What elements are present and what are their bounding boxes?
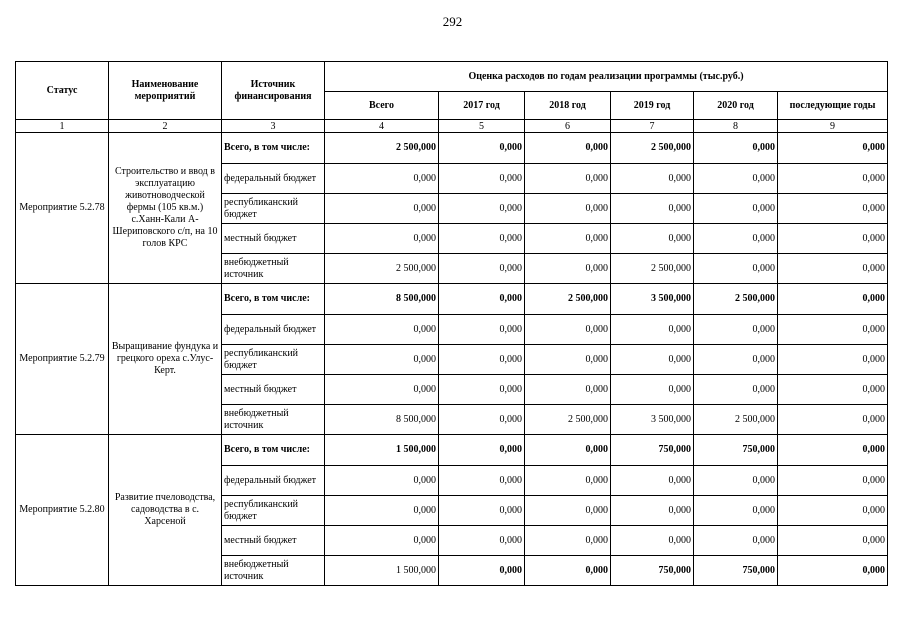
- amount-cell: 0,000: [525, 194, 611, 224]
- amount-cell: 0,000: [325, 164, 439, 194]
- column-number: 8: [694, 120, 778, 133]
- amount-cell: 0,000: [694, 345, 778, 375]
- amount-cell: 0,000: [778, 345, 888, 375]
- amount-cell: 750,000: [694, 556, 778, 586]
- amount-cell: 0,000: [778, 254, 888, 284]
- amount-cell: 0,000: [439, 435, 525, 466]
- amount-cell: 0,000: [778, 315, 888, 345]
- header-year: Всего: [325, 92, 439, 120]
- column-number: 9: [778, 120, 888, 133]
- amount-cell: 0,000: [525, 526, 611, 556]
- amount-cell: 2 500,000: [611, 133, 694, 164]
- amount-cell: 750,000: [611, 435, 694, 466]
- header-year: последующие годы: [778, 92, 888, 120]
- amount-cell: 0,000: [439, 375, 525, 405]
- event-name: Развитие пчеловодства, садоводства в с. Харсеной: [109, 435, 222, 586]
- column-number: 3: [222, 120, 325, 133]
- amount-cell: 0,000: [778, 375, 888, 405]
- page-number: 292: [442, 14, 463, 29]
- funding-source: внебюджетный источник: [222, 254, 325, 284]
- amount-cell: 750,000: [694, 435, 778, 466]
- amount-cell: 0,000: [611, 466, 694, 496]
- amount-cell: 0,000: [694, 224, 778, 254]
- amount-cell: 0,000: [694, 254, 778, 284]
- amount-cell: 0,000: [325, 496, 439, 526]
- amount-cell: 0,000: [778, 405, 888, 435]
- header-year: 2018 год: [525, 92, 611, 120]
- event-status: Мероприятие 5.2.78: [16, 133, 109, 284]
- funding-source: Всего, в том числе:: [222, 133, 325, 164]
- event-name: Строительство и ввод в эксплуатацию животноводческой фермы (105 кв.м.) с.Ханн-Кали А-Шериповского с/п, на 10 голов КРС: [109, 133, 222, 284]
- amount-cell: 0,000: [439, 164, 525, 194]
- amount-cell: 0,000: [611, 315, 694, 345]
- event-status: Мероприятие 5.2.80: [16, 435, 109, 586]
- column-number: 7: [611, 120, 694, 133]
- amount-cell: 0,000: [325, 224, 439, 254]
- amount-cell: 0,000: [778, 224, 888, 254]
- amount-cell: 0,000: [439, 194, 525, 224]
- amount-cell: 0,000: [778, 194, 888, 224]
- amount-cell: 0,000: [525, 315, 611, 345]
- header-year: 2020 год: [694, 92, 778, 120]
- funding-source: местный бюджет: [222, 375, 325, 405]
- funding-source: Всего, в том числе:: [222, 284, 325, 315]
- amount-cell: 0,000: [611, 375, 694, 405]
- budget-table: [15, 61, 888, 586]
- amount-cell: 2 500,000: [694, 284, 778, 315]
- column-number: 5: [439, 120, 525, 133]
- amount-cell: 0,000: [694, 164, 778, 194]
- amount-cell: 0,000: [525, 556, 611, 586]
- amount-cell: 3 500,000: [611, 405, 694, 435]
- amount-cell: 0,000: [439, 133, 525, 164]
- amount-cell: 0,000: [325, 375, 439, 405]
- header-year: 2017 год: [439, 92, 525, 120]
- header-status: Статус: [16, 62, 109, 120]
- amount-cell: 0,000: [778, 435, 888, 466]
- amount-cell: 0,000: [694, 496, 778, 526]
- funding-source: Всего, в том числе:: [222, 435, 325, 466]
- table-row: [16, 284, 888, 315]
- amount-cell: 0,000: [611, 164, 694, 194]
- amount-cell: 0,000: [694, 194, 778, 224]
- amount-cell: 1 500,000: [325, 556, 439, 586]
- amount-cell: 0,000: [778, 496, 888, 526]
- amount-cell: 0,000: [439, 526, 525, 556]
- table-row: [16, 133, 888, 164]
- amount-cell: 0,000: [325, 466, 439, 496]
- header-name: Наименование мероприятий: [109, 62, 222, 120]
- amount-cell: 0,000: [694, 133, 778, 164]
- header-year: 2019 год: [611, 92, 694, 120]
- amount-cell: 0,000: [611, 194, 694, 224]
- amount-cell: 1 500,000: [325, 435, 439, 466]
- amount-cell: 2 500,000: [325, 254, 439, 284]
- amount-cell: 0,000: [525, 164, 611, 194]
- funding-source: республиканский бюджет: [222, 194, 325, 224]
- amount-cell: 0,000: [525, 254, 611, 284]
- amount-cell: 0,000: [439, 466, 525, 496]
- amount-cell: 2 500,000: [525, 284, 611, 315]
- amount-cell: 0,000: [325, 315, 439, 345]
- amount-cell: 3 500,000: [611, 284, 694, 315]
- amount-cell: 0,000: [778, 556, 888, 586]
- amount-cell: 0,000: [778, 133, 888, 164]
- event-name: Выращивание фундука и грецкого ореха с.Улус-Керт.: [109, 284, 222, 435]
- funding-source: республиканский бюджет: [222, 496, 325, 526]
- amount-cell: 0,000: [525, 133, 611, 164]
- amount-cell: 0,000: [778, 164, 888, 194]
- amount-cell: 0,000: [439, 224, 525, 254]
- funding-source: внебюджетный источник: [222, 405, 325, 435]
- amount-cell: 2 500,000: [325, 133, 439, 164]
- amount-cell: 0,000: [694, 375, 778, 405]
- amount-cell: 0,000: [694, 526, 778, 556]
- event-status: Мероприятие 5.2.79: [16, 284, 109, 435]
- funding-source: республиканский бюджет: [222, 345, 325, 375]
- amount-cell: 0,000: [439, 254, 525, 284]
- amount-cell: 0,000: [325, 526, 439, 556]
- funding-source: местный бюджет: [222, 224, 325, 254]
- amount-cell: 0,000: [778, 466, 888, 496]
- amount-cell: 0,000: [611, 526, 694, 556]
- funding-source: местный бюджет: [222, 526, 325, 556]
- amount-cell: 0,000: [439, 315, 525, 345]
- amount-cell: 0,000: [611, 345, 694, 375]
- amount-cell: 0,000: [778, 284, 888, 315]
- amount-cell: 0,000: [439, 284, 525, 315]
- amount-cell: 0,000: [325, 194, 439, 224]
- amount-cell: 2 500,000: [694, 405, 778, 435]
- column-number-row: [16, 120, 888, 133]
- amount-cell: 0,000: [439, 345, 525, 375]
- funding-source: федеральный бюджет: [222, 466, 325, 496]
- header-estimate: Оценка расходов по годам реализации программы (тыс.руб.): [325, 62, 888, 92]
- amount-cell: 2 500,000: [525, 405, 611, 435]
- amount-cell: 0,000: [439, 496, 525, 526]
- funding-source: федеральный бюджет: [222, 164, 325, 194]
- column-number: 2: [109, 120, 222, 133]
- amount-cell: 0,000: [525, 224, 611, 254]
- column-number: 4: [325, 120, 439, 133]
- funding-source: внебюджетный источник: [222, 556, 325, 586]
- amount-cell: 0,000: [525, 345, 611, 375]
- amount-cell: 0,000: [439, 405, 525, 435]
- header-source: Источник финансирования: [222, 62, 325, 120]
- header-row: [16, 62, 888, 92]
- amount-cell: 0,000: [611, 224, 694, 254]
- amount-cell: 0,000: [778, 526, 888, 556]
- amount-cell: 8 500,000: [325, 405, 439, 435]
- amount-cell: 0,000: [694, 315, 778, 345]
- table-row: [16, 435, 888, 466]
- amount-cell: 750,000: [611, 556, 694, 586]
- column-number: 6: [525, 120, 611, 133]
- amount-cell: 2 500,000: [611, 254, 694, 284]
- column-number: 1: [16, 120, 109, 133]
- amount-cell: 0,000: [611, 496, 694, 526]
- amount-cell: 0,000: [525, 466, 611, 496]
- amount-cell: 0,000: [439, 556, 525, 586]
- amount-cell: 0,000: [525, 435, 611, 466]
- amount-cell: 0,000: [525, 375, 611, 405]
- amount-cell: 0,000: [525, 496, 611, 526]
- amount-cell: 8 500,000: [325, 284, 439, 315]
- funding-source: федеральный бюджет: [222, 315, 325, 345]
- amount-cell: 0,000: [325, 345, 439, 375]
- amount-cell: 0,000: [694, 466, 778, 496]
